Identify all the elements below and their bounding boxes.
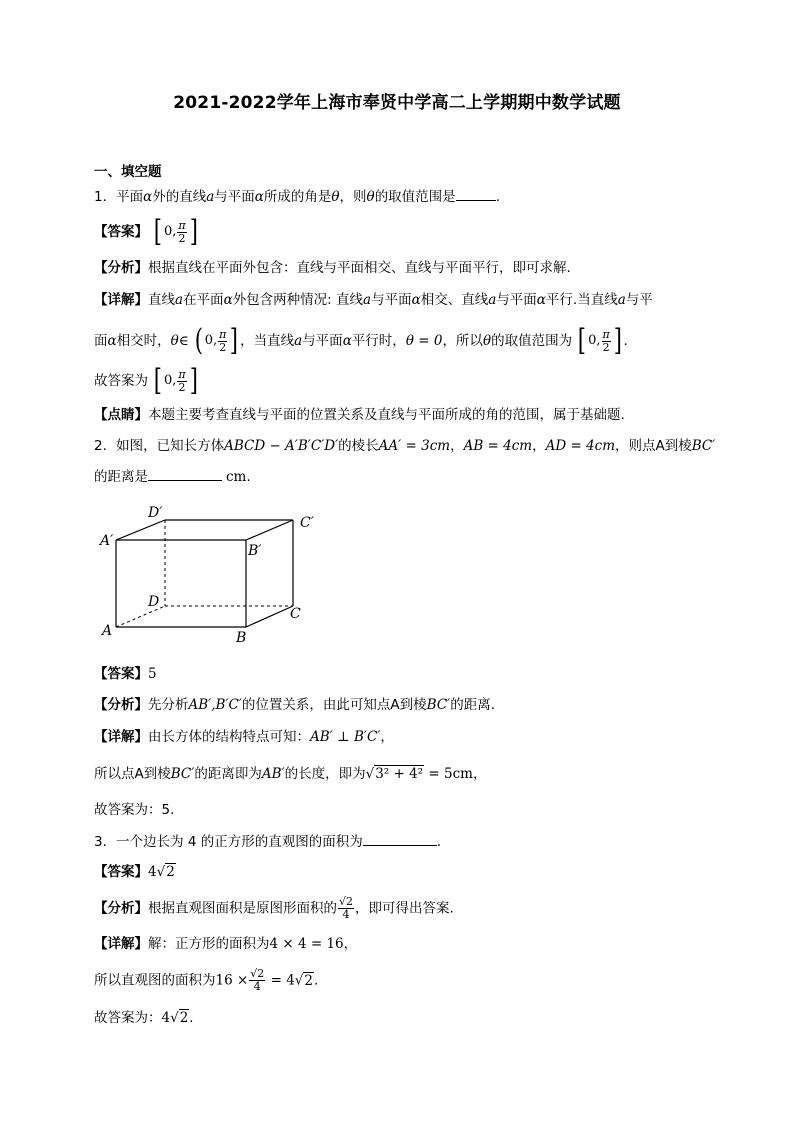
- fraction-denominator: 2: [178, 231, 186, 245]
- q2-stem-text: .: [246, 469, 251, 485]
- fraction-denominator: 2: [219, 340, 227, 354]
- q1-detail-line2: [94, 323, 628, 358]
- q1-stem-text: ，则: [339, 189, 367, 205]
- line-a-symbol: a: [294, 333, 303, 349]
- detail-text: 由长方体的结构特点可知：: [148, 729, 310, 745]
- analysis-text: 的距离.: [450, 697, 496, 713]
- fraction-denominator: 2: [602, 340, 610, 354]
- detail-text: 相交时，: [116, 333, 171, 349]
- sqrt-radicand: 2: [166, 864, 175, 880]
- q2-stem-text: 的距离是: [94, 469, 148, 485]
- vertex-label-d: D: [148, 594, 160, 610]
- detail-text: 与平面: [302, 333, 343, 349]
- alpha-symbol: α: [411, 292, 421, 308]
- sqrt-radicand: 2: [304, 972, 313, 989]
- q2-stem-line2: [94, 466, 251, 487]
- edge-ab1-name: AB′: [261, 766, 285, 782]
- answer-blank: [363, 831, 437, 846]
- cuboid-figure: [92, 500, 332, 650]
- q2-answer: [94, 664, 157, 684]
- answer-value: 5: [148, 666, 157, 682]
- fraction-numerator: π: [178, 218, 186, 232]
- page-title: 2021-2022学年上海市奉贤中学高二上学期期中数学试题: [173, 93, 621, 113]
- fraction-numerator: π: [178, 367, 186, 381]
- q3-stem-text: 3．一个边长为 4 的正方形的直观图的面积为: [94, 834, 363, 850]
- detail-text: 所以点A到棱: [94, 766, 171, 782]
- q2-detail-line2: [94, 764, 486, 784]
- detail-text: ，当直线: [240, 333, 295, 349]
- edge-b1c1: [246, 520, 293, 540]
- line-a-symbol: a: [175, 292, 184, 308]
- fraction: [177, 369, 186, 394]
- q1-stem-text: 外的直线: [152, 189, 207, 205]
- detail-text: 解：正方形的面积为: [148, 936, 270, 952]
- edge-ad-length: AD = 4cm: [545, 438, 616, 454]
- edges-expression: AB′,B′C′: [188, 697, 242, 713]
- q1-detail-line1: [94, 290, 653, 310]
- line-a-symbol: a: [363, 292, 372, 308]
- detail-text: 与平: [625, 292, 653, 308]
- analysis-text: 的位置关系，由此可知点A到棱: [241, 697, 427, 713]
- final-answer-label: 故答案为：: [94, 1010, 162, 1026]
- detail-text: 平行.当直线: [545, 292, 618, 308]
- right-bracket: ]: [189, 363, 198, 398]
- interval-expression: [152, 363, 199, 398]
- q2-stem-line1: [94, 436, 715, 456]
- answer-tag: 【答案】: [94, 666, 148, 682]
- sqrt-expression: √2: [294, 972, 313, 989]
- left-bracket: [: [154, 214, 163, 249]
- detail-text: ，: [472, 766, 487, 782]
- answer-tag: 【答案】: [94, 864, 148, 880]
- q3-stem: [94, 831, 441, 852]
- q1-answer: [94, 214, 199, 249]
- interval-expression: [576, 323, 623, 358]
- detail-tag: 【详解】: [94, 292, 148, 308]
- q1-analysis: [94, 258, 571, 278]
- theta-symbol: θ: [331, 189, 340, 205]
- sqrt-radicand: 2: [179, 1010, 189, 1026]
- comment-tag: 【点睛】: [94, 407, 148, 423]
- fraction: [249, 968, 265, 993]
- q2-final: [94, 800, 174, 820]
- q1-stem: [94, 186, 500, 207]
- analysis-tag: 【分析】: [94, 900, 148, 917]
- detail-text: .: [189, 1010, 194, 1026]
- section-heading: 一、填空题: [94, 164, 162, 180]
- theta-zero-expression: θ = 0: [405, 333, 443, 349]
- detail-text: 的距离即为: [194, 766, 262, 782]
- detail-text: ，: [343, 936, 358, 952]
- q3-answer: [94, 862, 176, 882]
- multiply-expression: 16 ×: [215, 972, 249, 989]
- detail-text: 面: [94, 333, 108, 349]
- detail-text: 与平面: [371, 292, 412, 308]
- theta-in-expression: θ∈: [170, 333, 189, 349]
- q3-analysis: [94, 896, 454, 921]
- right-bracket: ]: [189, 214, 198, 249]
- q1-stem-text: 所成的角是: [263, 189, 332, 205]
- edge-bc-name: BC′: [426, 697, 451, 713]
- theta-symbol: θ: [482, 333, 492, 349]
- detail-text: 直线: [148, 292, 175, 308]
- left-paren: (: [194, 323, 204, 358]
- detail-text: 平行时，: [351, 333, 406, 349]
- vertex-label-c: C: [290, 606, 301, 622]
- left-bracket: [: [154, 363, 163, 398]
- answer-tag: 【答案】: [94, 224, 148, 240]
- fraction: [602, 329, 611, 354]
- vertex-label-c1: C′: [300, 515, 314, 531]
- fraction-numerator: √2: [339, 895, 354, 908]
- interval-start: 0,: [164, 373, 177, 388]
- analysis-text: ，即可得出答案.: [355, 900, 454, 917]
- detail-tag: 【详解】: [94, 936, 148, 952]
- q3-stem-text: .: [436, 834, 442, 850]
- sqrt-radicand: 3² + 4²: [375, 766, 424, 782]
- q1-final: [94, 363, 199, 398]
- fraction-numerator: π: [602, 327, 610, 341]
- perpendicular-expression: AB′ ⊥ B′C′: [310, 729, 381, 745]
- edge-ab-length: AB = 4cm: [463, 438, 533, 454]
- analysis-tag: 【分析】: [94, 697, 148, 713]
- analysis-text: 先分析: [148, 697, 189, 713]
- edge-aa-length: AA′ = 3cm: [378, 438, 451, 454]
- sqrt-expression: √2: [170, 1010, 189, 1026]
- edge-a1d1: [116, 520, 165, 540]
- fraction: [177, 220, 186, 245]
- detail-text: 外包含两种情况: 直线: [232, 292, 364, 308]
- area-expression: 4 × 4 = 16: [269, 936, 344, 952]
- q3-detail: [94, 934, 357, 954]
- analysis-tag: 【分析】: [94, 260, 148, 276]
- answer-coefficient: 4: [148, 864, 157, 880]
- detail-text: 的长度，即为: [284, 766, 366, 782]
- detail-text: .: [623, 333, 628, 349]
- edge-bc-name: BC′: [170, 766, 195, 782]
- q1-stem-text: .: [495, 189, 500, 205]
- alpha-symbol: α: [107, 333, 117, 349]
- sqrt-expression: √2: [156, 864, 175, 880]
- line-a-symbol: a: [488, 292, 497, 308]
- vertex-label-b: B: [236, 630, 247, 646]
- alpha-symbol: α: [143, 189, 153, 205]
- q3-detail-line2: [94, 968, 318, 993]
- edge-bc-name: BC′: [691, 438, 716, 454]
- theta-symbol: θ: [366, 189, 375, 205]
- line-a-symbol: a: [617, 292, 626, 308]
- vertex-label-d1: D′: [148, 505, 163, 521]
- q2-stem-text: 的棱长: [338, 438, 379, 454]
- interval-start: 0,: [588, 333, 601, 348]
- right-bracket: ]: [613, 323, 622, 358]
- detail-text: 所以直观图的面积为: [94, 972, 216, 989]
- detail-text: 的取值范围为: [491, 333, 573, 349]
- cuboid-name: ABCD − A′B′C′D′: [224, 438, 339, 454]
- edge-bc: [246, 606, 293, 627]
- final-answer-text: 故答案为：5.: [94, 802, 175, 818]
- sqrt-expression: √3² + 4²: [365, 766, 424, 782]
- equals-result: = 5cm: [424, 766, 473, 782]
- unit-text: cm: [226, 469, 247, 485]
- interval-start: 0,: [164, 224, 177, 239]
- fraction-denominator: 4: [342, 908, 350, 921]
- alpha-symbol: α: [223, 292, 233, 308]
- left-bracket: [: [578, 323, 587, 358]
- fraction-denominator: 4: [253, 980, 261, 993]
- q1-stem-text: 1．平面: [94, 189, 144, 205]
- q1-stem-text: 的取值范围是: [374, 189, 456, 205]
- alpha-symbol: α: [536, 292, 546, 308]
- analysis-text: 根据直线在平面外包含：直线与平面相交、直线与平面平行，即可求解.: [148, 260, 571, 276]
- detail-text: ，所以: [442, 333, 483, 349]
- fraction-numerator: π: [219, 327, 227, 341]
- vertex-label-a1: A′: [100, 533, 114, 549]
- comment-text: 本题主要考查直线与平面的位置关系及直线与平面所成的角的范围，属于基础题.: [148, 407, 625, 423]
- answer-blank: [456, 186, 496, 201]
- q3-final: [94, 1008, 194, 1028]
- analysis-text: 根据直观图面积是原图形面积的: [148, 900, 337, 917]
- alpha-symbol: α: [254, 189, 264, 205]
- line-a-symbol: a: [206, 189, 215, 205]
- detail-text: 相交、直线: [420, 292, 489, 308]
- fraction-numerator: √2: [250, 967, 265, 980]
- detail-text: 与平面: [496, 292, 537, 308]
- q1-comment: [94, 405, 625, 425]
- fraction: [338, 896, 354, 921]
- q2-stem-text: ，则点A到棱: [615, 438, 692, 454]
- detail-text: 在平面: [183, 292, 224, 308]
- q1-stem-text: 与平面: [214, 189, 255, 205]
- q2-detail: [94, 727, 394, 747]
- q2-stem-text: ，: [532, 438, 546, 454]
- q2-stem-text: ，: [450, 438, 464, 454]
- fraction: [218, 329, 227, 354]
- answer-coefficient: 4: [161, 1010, 171, 1026]
- detail-text: .: [313, 972, 319, 989]
- final-answer-label: 故答案为: [94, 373, 148, 389]
- right-bracket: ]: [230, 323, 239, 358]
- q2-stem-text: 2．如图，已知长方体: [94, 438, 225, 454]
- q2-analysis: [94, 695, 495, 715]
- open-interval-expression: [193, 323, 240, 358]
- vertex-label-b1: B′: [248, 543, 262, 559]
- alpha-symbol: α: [342, 333, 352, 349]
- answer-blank: [148, 466, 222, 481]
- fraction-denominator: 2: [178, 380, 186, 394]
- interval-start: 0,: [204, 333, 218, 348]
- detail-tag: 【详解】: [94, 729, 148, 745]
- interval-expression: [152, 214, 199, 249]
- equals-result: = 4: [266, 972, 295, 989]
- vertex-label-a: A: [102, 623, 113, 639]
- detail-text: ，: [380, 729, 394, 745]
